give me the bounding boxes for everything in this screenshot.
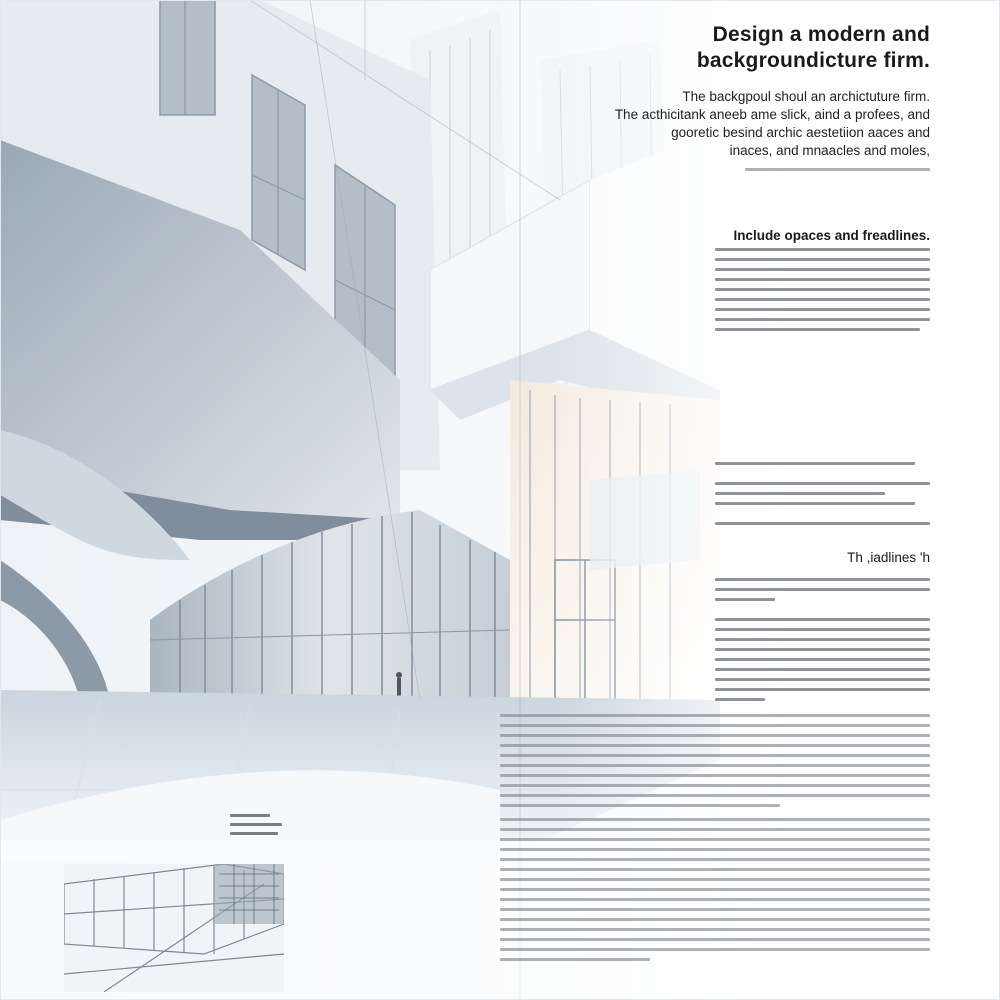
intro-greeked-line [745, 168, 930, 178]
greeked-line [500, 828, 930, 831]
greeked-line [715, 668, 930, 671]
greeked-line [500, 804, 780, 807]
body-block-5 [500, 818, 930, 968]
greeked-line [715, 248, 930, 251]
greeked-line [230, 823, 282, 826]
greeked-line [715, 462, 915, 465]
greeked-line [715, 328, 920, 331]
greeked-line [715, 688, 930, 691]
greeked-line [745, 168, 930, 171]
greeked-line [715, 618, 930, 621]
greeked-line [500, 938, 930, 941]
greeked-line [230, 814, 270, 817]
body-block-2 [715, 462, 930, 532]
greeked-line [500, 948, 930, 951]
headline-line-2: backgroundicture firm. [696, 49, 930, 72]
greeked-line [500, 724, 930, 727]
intro-line-1: The backgpoul shoul an archictuture firm. [682, 89, 930, 104]
greeked-line [715, 638, 930, 641]
greeked-line [715, 678, 930, 681]
greeked-line [500, 928, 930, 931]
greeked-line [500, 878, 930, 881]
intro-line-2: The acthicitank aneeb ame slick, aind a profees, and [614, 107, 930, 122]
greeked-line [500, 908, 930, 911]
greeked-line [500, 764, 930, 767]
greeked-line [500, 784, 930, 787]
greeked-line [715, 318, 930, 321]
greeked-line [500, 918, 930, 921]
greeked-line [715, 658, 930, 661]
greeked-line [715, 482, 930, 485]
greeked-line [500, 774, 930, 777]
greeked-line [715, 268, 930, 271]
intro-paragraph [510, 88, 930, 160]
greeked-line [715, 258, 930, 261]
greeked-line [230, 832, 278, 835]
greeked-line [500, 744, 930, 747]
greeked-line [715, 522, 930, 525]
greeked-line [500, 858, 930, 861]
greeked-line [715, 698, 765, 701]
greeked-line [715, 492, 885, 495]
intro-line-3: gooretic besind archic aestetiion aaces and [671, 125, 930, 140]
greeked-line [500, 848, 930, 851]
greeked-line [715, 278, 930, 281]
greeked-line [715, 288, 930, 291]
greeked-line [715, 578, 930, 581]
greeked-line [500, 868, 930, 871]
greeked-line [500, 888, 930, 891]
greeked-line [500, 818, 930, 821]
greeked-line [715, 502, 915, 505]
text-column [510, 22, 930, 160]
subhead-second: Th ,iadlines 'h [847, 550, 930, 565]
greeked-line [500, 898, 930, 901]
greeked-line [715, 588, 930, 591]
greeked-line [715, 308, 930, 311]
greeked-line [500, 958, 650, 961]
thumbnail-caption [230, 814, 282, 841]
greeked-line [715, 628, 930, 631]
greeked-line [715, 298, 930, 301]
body-block-1 [715, 248, 930, 338]
greeked-line [715, 598, 775, 601]
greeked-line [500, 714, 930, 717]
headline [510, 22, 930, 74]
thumbnail-sketch [64, 864, 284, 992]
greeked-line [500, 838, 930, 841]
headline-line-1: Design a modern and [712, 23, 930, 46]
body-block-4 [500, 714, 930, 814]
greeked-line [500, 754, 930, 757]
greeked-line [500, 794, 930, 797]
greeked-line [715, 648, 930, 651]
body-block-3 [715, 578, 930, 708]
greeked-line [500, 734, 930, 737]
subhead-first: Include opaces and freadlines. [733, 228, 930, 243]
intro-line-4: inaces, and mnaacles and moles, [729, 143, 930, 158]
